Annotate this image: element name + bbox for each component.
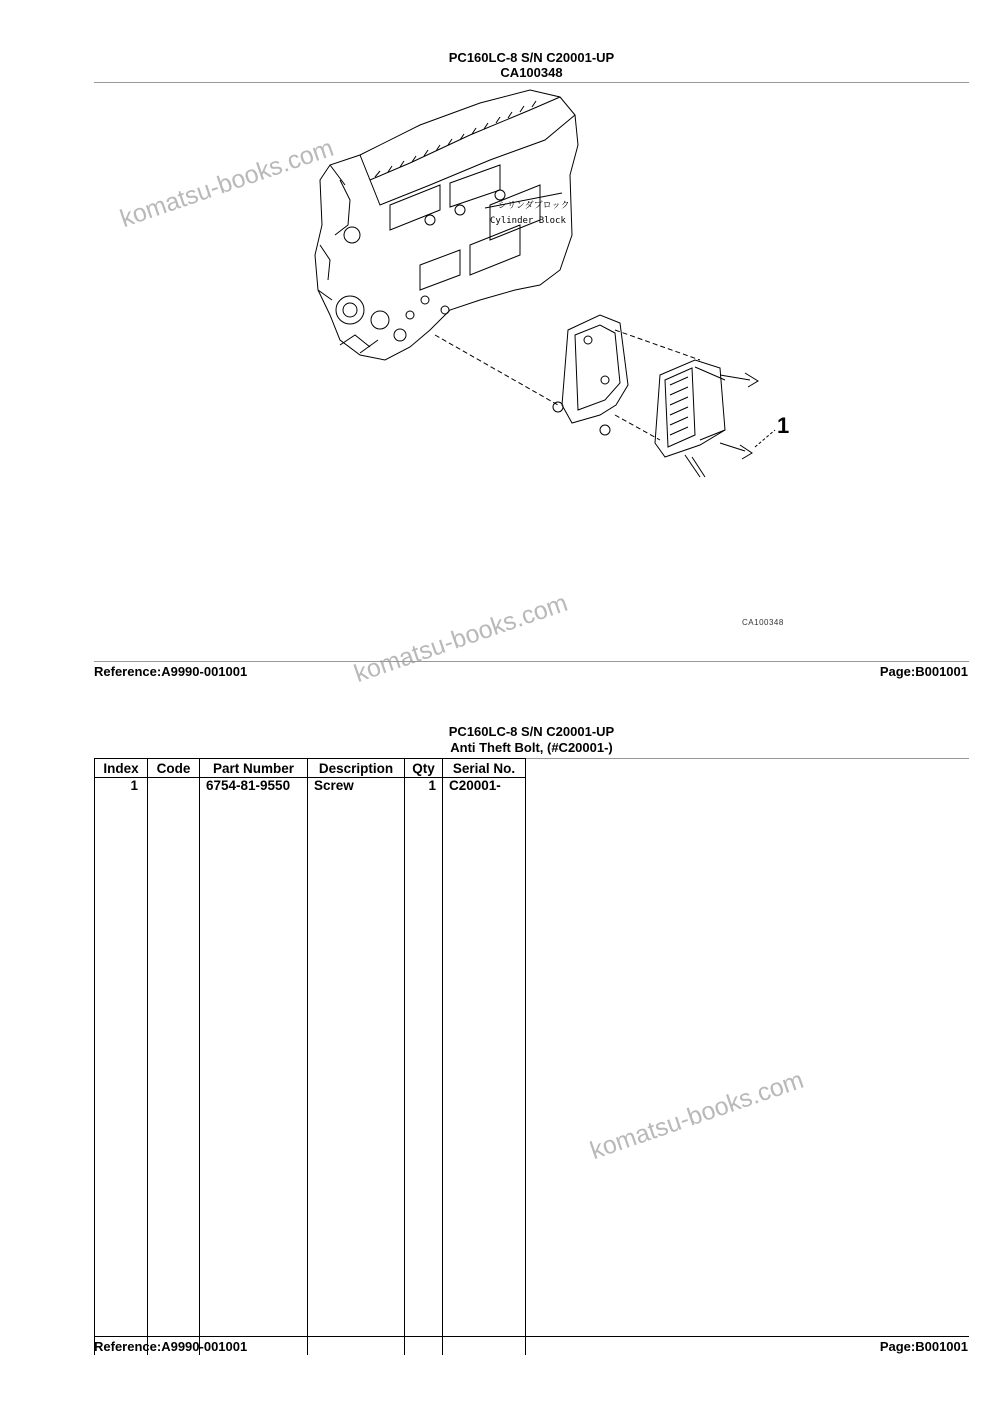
cell-code: [148, 778, 200, 796]
cell-qty: 1: [405, 778, 443, 796]
footer-rule: [94, 661, 969, 662]
controller-box: [655, 360, 725, 457]
cell-description: Screw: [308, 778, 405, 796]
callout-number: 1: [777, 413, 790, 438]
col-serial: Serial No.: [443, 759, 526, 778]
table-top-rule: [525, 758, 969, 759]
engine-exploded-drawing: [300, 85, 780, 495]
page-title-model: PC160LC-8 S/N C20001-UP: [448, 50, 615, 65]
parts-table: [94, 758, 526, 1355]
table-row: [95, 778, 526, 796]
cylinder-block-label-jp: シリンダブロック: [498, 201, 570, 211]
page-number: Page:B001001: [879, 664, 968, 679]
watermark: komatsu-books.com: [586, 1065, 808, 1166]
cell-serial: C20001-: [443, 778, 526, 796]
cell-part-number: 6754-81-9550: [200, 778, 308, 796]
watermark: komatsu-books.com: [116, 133, 338, 234]
cylinder-block-label-en: Cylinder Block: [490, 216, 566, 226]
footer-rule: [94, 1336, 969, 1337]
cell-index: 1: [95, 778, 148, 796]
col-part-number: Part Number: [200, 759, 308, 778]
anti-theft-bolt: [720, 443, 752, 459]
reference-text: Reference:A9990-001001: [94, 664, 248, 679]
page-title-model: PC160LC-8 S/N C20001-UP: [448, 724, 615, 739]
page-number: Page:B001001: [879, 1339, 968, 1354]
col-qty: Qty: [405, 759, 443, 778]
col-description: Description: [308, 759, 405, 778]
reference-text: Reference:A9990-001001: [94, 1339, 248, 1354]
col-index: Index: [95, 759, 148, 778]
col-code: Code: [148, 759, 200, 778]
page-subtitle: Anti Theft Bolt, (#C20001-): [450, 740, 613, 755]
watermark: komatsu-books.com: [350, 588, 572, 689]
figure-code: CA100348: [742, 618, 784, 627]
figure-id: CA100348: [500, 65, 563, 80]
table-filler-row: [95, 796, 526, 1355]
table-header-row: [95, 759, 526, 778]
header-rule: [94, 82, 969, 83]
